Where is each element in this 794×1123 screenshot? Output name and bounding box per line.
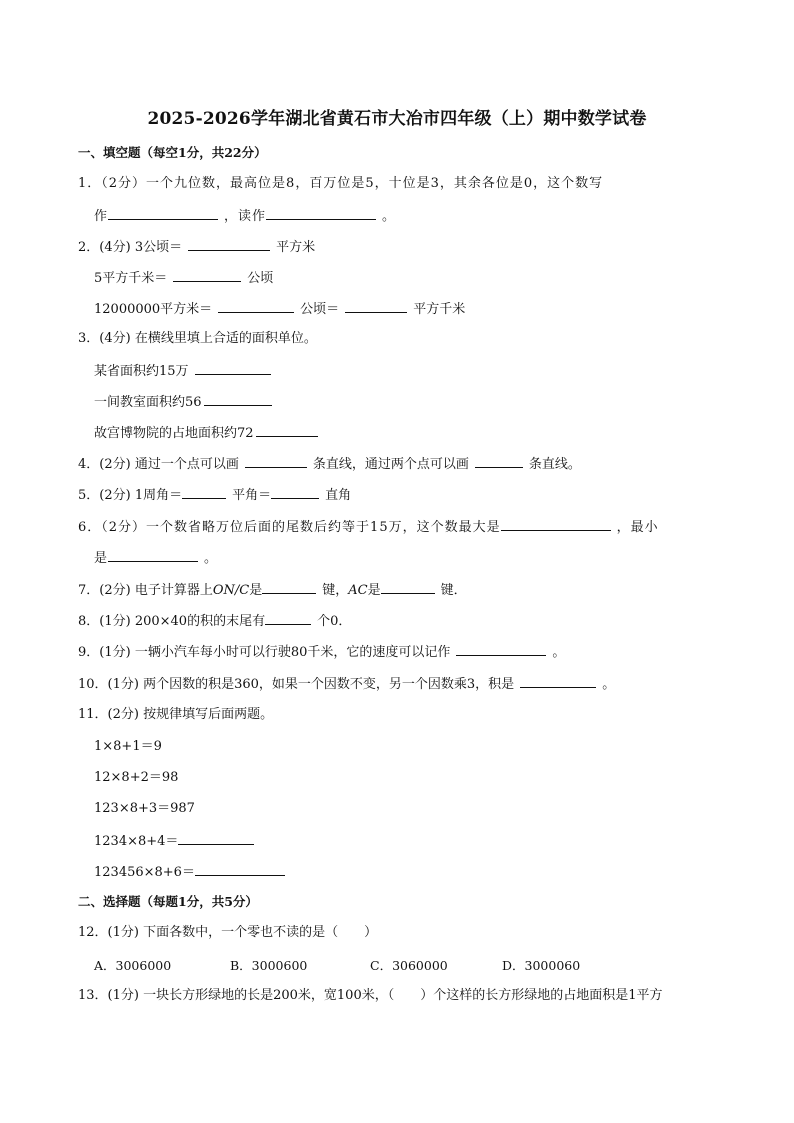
question-2-text: 公顷: [247, 271, 274, 286]
answer-blank[interactable]: [108, 206, 218, 220]
question-6-text: ，最小: [616, 520, 659, 535]
question-2-line-3: [94, 299, 465, 319]
question-9-text: 。: [552, 645, 566, 660]
question-1-text: 。: [382, 209, 397, 224]
exam-title: 2025-2026学年湖北省黄石市大冶市四年级（上）期中数学试卷: [147, 109, 647, 129]
pattern-line-3: 123×8+3＝987: [94, 801, 195, 816]
pattern-line-5: [94, 862, 291, 882]
pattern-text: 1234×8+4＝: [94, 834, 179, 849]
question-13-line-1: 13．(1分) 一块长方形绿地的长是200米，宽100米，（ ）个这样的长方形绿地的占地面积是1平方: [78, 988, 663, 1003]
question-7-text: 是: [249, 583, 263, 598]
section-2-heading: 二、选择题（每题1分，共5分）: [78, 894, 258, 909]
question-3-item-a: [94, 361, 277, 381]
question-4-text: 条直线，通过两个点可以画: [312, 457, 469, 472]
question-9: [78, 642, 565, 662]
question-3-text: 一间教室面积约56: [94, 395, 202, 410]
answer-blank[interactable]: [520, 674, 596, 688]
question-7-text: 键，: [322, 583, 349, 598]
answer-blank[interactable]: [204, 392, 272, 406]
question-8-text: 8．(1分) 200×40的积的末尾有: [78, 614, 266, 629]
answer-blank[interactable]: [108, 548, 198, 562]
question-3-text: 某省面积约15万: [94, 364, 189, 379]
answer-blank[interactable]: [266, 206, 376, 220]
question-3-item-c: [94, 423, 324, 443]
question-7: [78, 580, 467, 600]
answer-blank[interactable]: [218, 299, 294, 313]
answer-blank[interactable]: [475, 454, 523, 468]
question-2-text: 平方千米: [413, 302, 466, 317]
question-4-text: 4．(2分) 通过一个点可以画: [78, 457, 239, 472]
question-6-line-1: [78, 517, 659, 537]
question-3-item-b: [94, 392, 278, 412]
question-7-text: 7．(2分) 电子计算器上: [78, 583, 213, 598]
question-5-text: 直角: [325, 488, 352, 503]
pattern-line-2: 12×8+2＝98: [94, 770, 179, 785]
question-5-text: 平角＝: [232, 488, 272, 503]
option-b[interactable]: B．3000600: [230, 958, 308, 973]
answer-blank[interactable]: [456, 642, 546, 656]
question-10-text: 。: [602, 677, 616, 692]
question-5-text: 5．(2分) 1周角＝: [78, 488, 183, 503]
option-c[interactable]: C．3060000: [370, 958, 448, 973]
question-2-text: 平方米: [276, 240, 316, 255]
question-8-text: 个0．: [317, 614, 352, 629]
question-1-line-2: [94, 206, 396, 226]
question-1-line-1: 1．（2分）一个九位数，最高位是8，百万位是5，十位是3，其余各位是0，这个数写: [78, 176, 604, 191]
question-10: [78, 674, 615, 694]
answer-blank[interactable]: [271, 485, 319, 499]
question-2-text: 12000000平方米＝: [94, 302, 213, 317]
question-6-line-2: [94, 548, 218, 568]
question-6-text: 是: [94, 551, 109, 566]
question-2-text: 5平方千米＝: [94, 271, 168, 286]
question-7-text: 是: [367, 583, 381, 598]
question-10-text: 10．(1分) 两个因数的积是360，如果一个因数不变，另一个因数乘3，积是: [78, 677, 515, 692]
key-ac: AC: [348, 583, 368, 598]
question-9-text: 9．(1分) 一辆小汽车每小时可以行驶80千米，它的速度可以记作: [78, 645, 451, 660]
answer-blank[interactable]: [195, 361, 271, 375]
section-1-heading: 一、填空题（每空1分，共22分）: [78, 145, 267, 160]
answer-blank[interactable]: [345, 299, 407, 313]
option-d[interactable]: D．3000060: [502, 958, 581, 973]
answer-blank[interactable]: [256, 423, 318, 437]
question-2-text: 公顷＝: [300, 302, 340, 317]
question-2-text: 2．(4分) 3公顷＝: [78, 240, 183, 255]
answer-blank[interactable]: [195, 862, 285, 876]
question-12-heading: 12．(1分) 下面各数中，一个零也不读的是（ ）: [78, 925, 378, 940]
question-2-line-2: [94, 268, 273, 288]
answer-blank[interactable]: [188, 237, 270, 251]
question-3-heading: 3．(4分) 在横线里填上合适的面积单位。: [78, 331, 317, 346]
question-6-text: 6．（2分）一个数省略万位后面的尾数后约等于15万，这个数最大是: [78, 520, 501, 535]
pattern-line-4: [94, 831, 260, 851]
question-1-text: 作: [94, 209, 109, 224]
answer-blank[interactable]: [381, 580, 435, 594]
pattern-text: 123456×8+6＝: [94, 865, 195, 880]
answer-blank[interactable]: [182, 485, 226, 499]
question-7-text: 键．: [440, 583, 467, 598]
question-1-text: ，读作: [224, 209, 267, 224]
answer-blank[interactable]: [178, 831, 254, 845]
answer-blank[interactable]: [265, 611, 311, 625]
question-6-text: 。: [204, 551, 219, 566]
question-11-heading: 11．(2分) 按规律填写后面两题。: [78, 707, 274, 722]
question-2-line-1: [78, 237, 315, 257]
option-a[interactable]: A．3006000: [94, 958, 172, 973]
question-4-text: 条直线。: [528, 457, 581, 472]
question-4: [78, 454, 581, 474]
key-on-c: ON/C: [212, 583, 250, 598]
answer-blank[interactable]: [501, 517, 611, 531]
pattern-line-1: 1×8+1＝9: [94, 739, 162, 754]
answer-blank[interactable]: [245, 454, 307, 468]
answer-blank[interactable]: [173, 268, 241, 282]
question-5: [78, 485, 351, 505]
answer-blank[interactable]: [262, 580, 316, 594]
question-3-text: 故宫博物院的占地面积约72: [94, 426, 254, 441]
question-8: [78, 611, 351, 631]
